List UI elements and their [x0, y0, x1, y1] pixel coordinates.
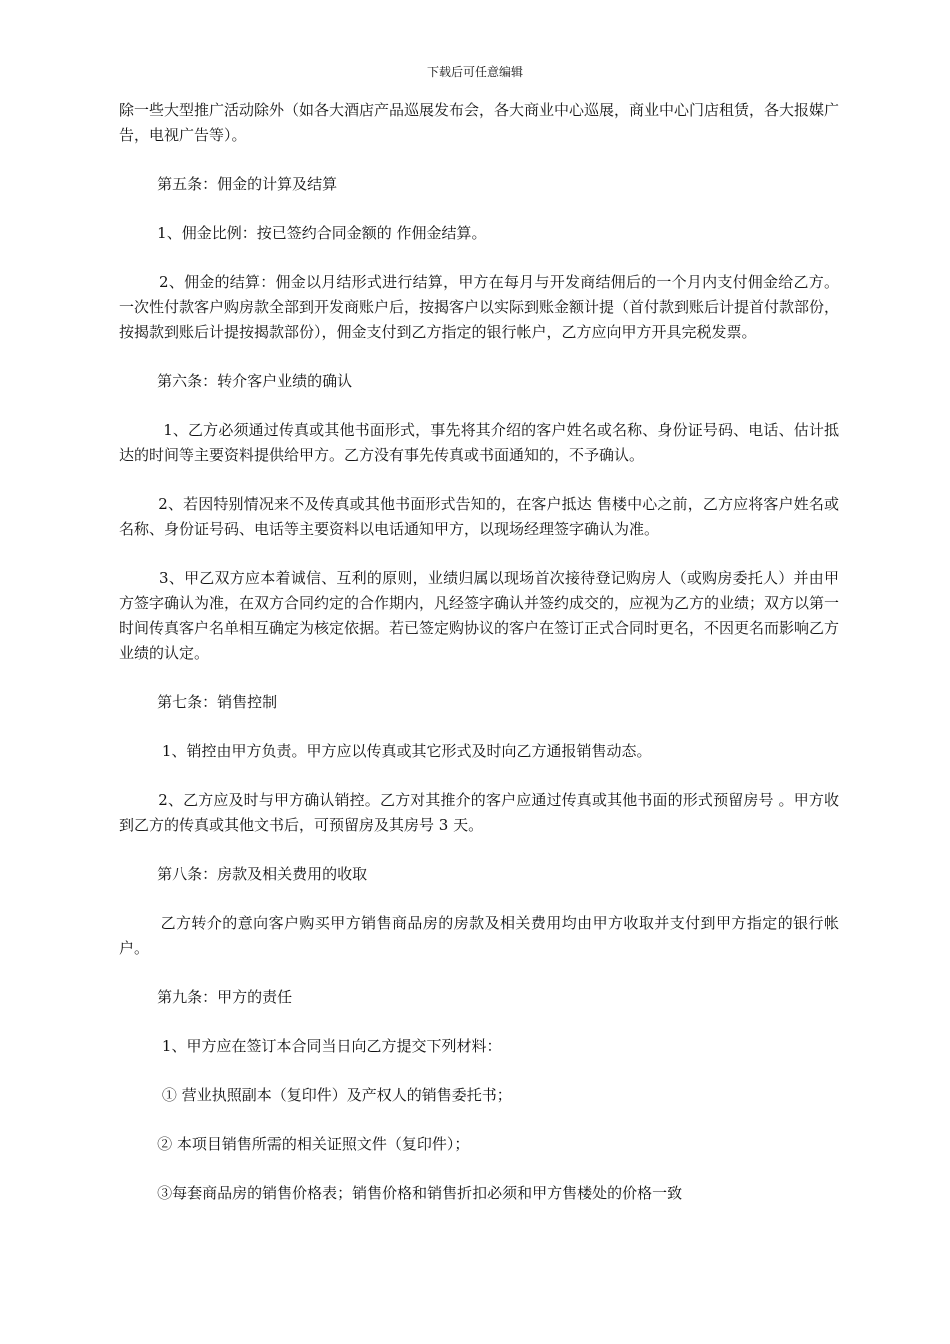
article-6-item-1: 1、乙方必须通过传真或其他书面形式，事先将其介绍的客户姓名或名称、身份证号码、电话、估计抵达的时间等主要资料提供给甲方。乙方没有事先传真或书面通知的，不予确认。	[119, 421, 839, 464]
paragraph-intro: 除一些大型推广活动除外（如各大酒店产品巡展发布会，各大商业中心巡展，商业中心门店租赁，各大报媒广告，电视广告等）。	[119, 101, 840, 144]
article-6-item-2: 2、若因特别情况来不及传真或其他书面形式告知的，在客户抵达 售楼中心之前，乙方应将客户姓名或名称、身份证号码、电话等主要资料以电话通知甲方，以现场经理签字确认为准。	[119, 495, 839, 538]
article-5-item-2: 2、佣金的结算：佣金以月结形式进行结算，甲方在每月与开发商结佣后的一个月内支付佣金给乙方。一次性付款客户购房款全部到开发商账户后，按揭客户以实际到账金额计提（首付款到账后计提首付款部份，按揭款到账后计提按揭款部份），佣金支付到乙方指定的银行帐户，乙方应向甲方开具完税发票。	[119, 273, 840, 341]
article-7-title: 第七条：销售控制	[119, 693, 278, 711]
article-8-title: 第八条：房款及相关费用的收取	[119, 865, 368, 883]
page-header: 下载后可任意编辑	[426, 65, 523, 79]
document-body	[119, 98, 839, 1206]
article-8-body: 乙方转介的意向客户购买甲方销售商品房的房款及相关费用均由甲方收取并支付到甲方指定的银行帐户。	[119, 914, 839, 957]
article-7-item-2: 2、乙方应及时与甲方确认销控。乙方对其推介的客户应通过传真或其他书面的形式预留房号 。甲方收到乙方的传真或其他文书后，可预留房及其房号 3 天。	[119, 791, 839, 834]
article-9-item-1: 1、甲方应在签订本合同当日向乙方提交下列材料：	[119, 1037, 502, 1055]
article-5-item-1: 1、佣金比例：按已签约合同金额的 作佣金结算。	[119, 224, 487, 242]
article-9-title: 第九条：甲方的责任	[119, 988, 293, 1006]
article-9-subitem-1: ① 营业执照副本（复印件）及产权人的销售委托书；	[119, 1086, 512, 1104]
article-5-title: 第五条：佣金的计算及结算	[119, 175, 338, 193]
article-6-title: 第六条：转介客户业绩的确认	[119, 372, 353, 390]
article-6-item-3: 3、甲乙双方应本着诚信、互利的原则，业绩归属以现场首次接待登记购房人（或购房委托人）并由甲方签字确认为准，在双方合同约定的合作期内，凡经签字确认并签约成交的，应视为乙方的业绩；双方以第一时间传真客户名单相互确定为核定依据。若已签定购协议的客户在签订正式合同时更名，不因更名而影响乙方业绩的认定。	[119, 569, 840, 662]
article-7-item-1: 1、销控由甲方负责。甲方应以传真或其它形式及时向乙方通报销售动态。	[119, 742, 652, 760]
article-9-subitem-3: ③每套商品房的销售价格表；销售价格和销售折扣必须和甲方售楼处的价格一致	[119, 1184, 683, 1202]
article-9-subitem-2: ② 本项目销售所需的相关证照文件（复印件）；	[119, 1135, 470, 1153]
